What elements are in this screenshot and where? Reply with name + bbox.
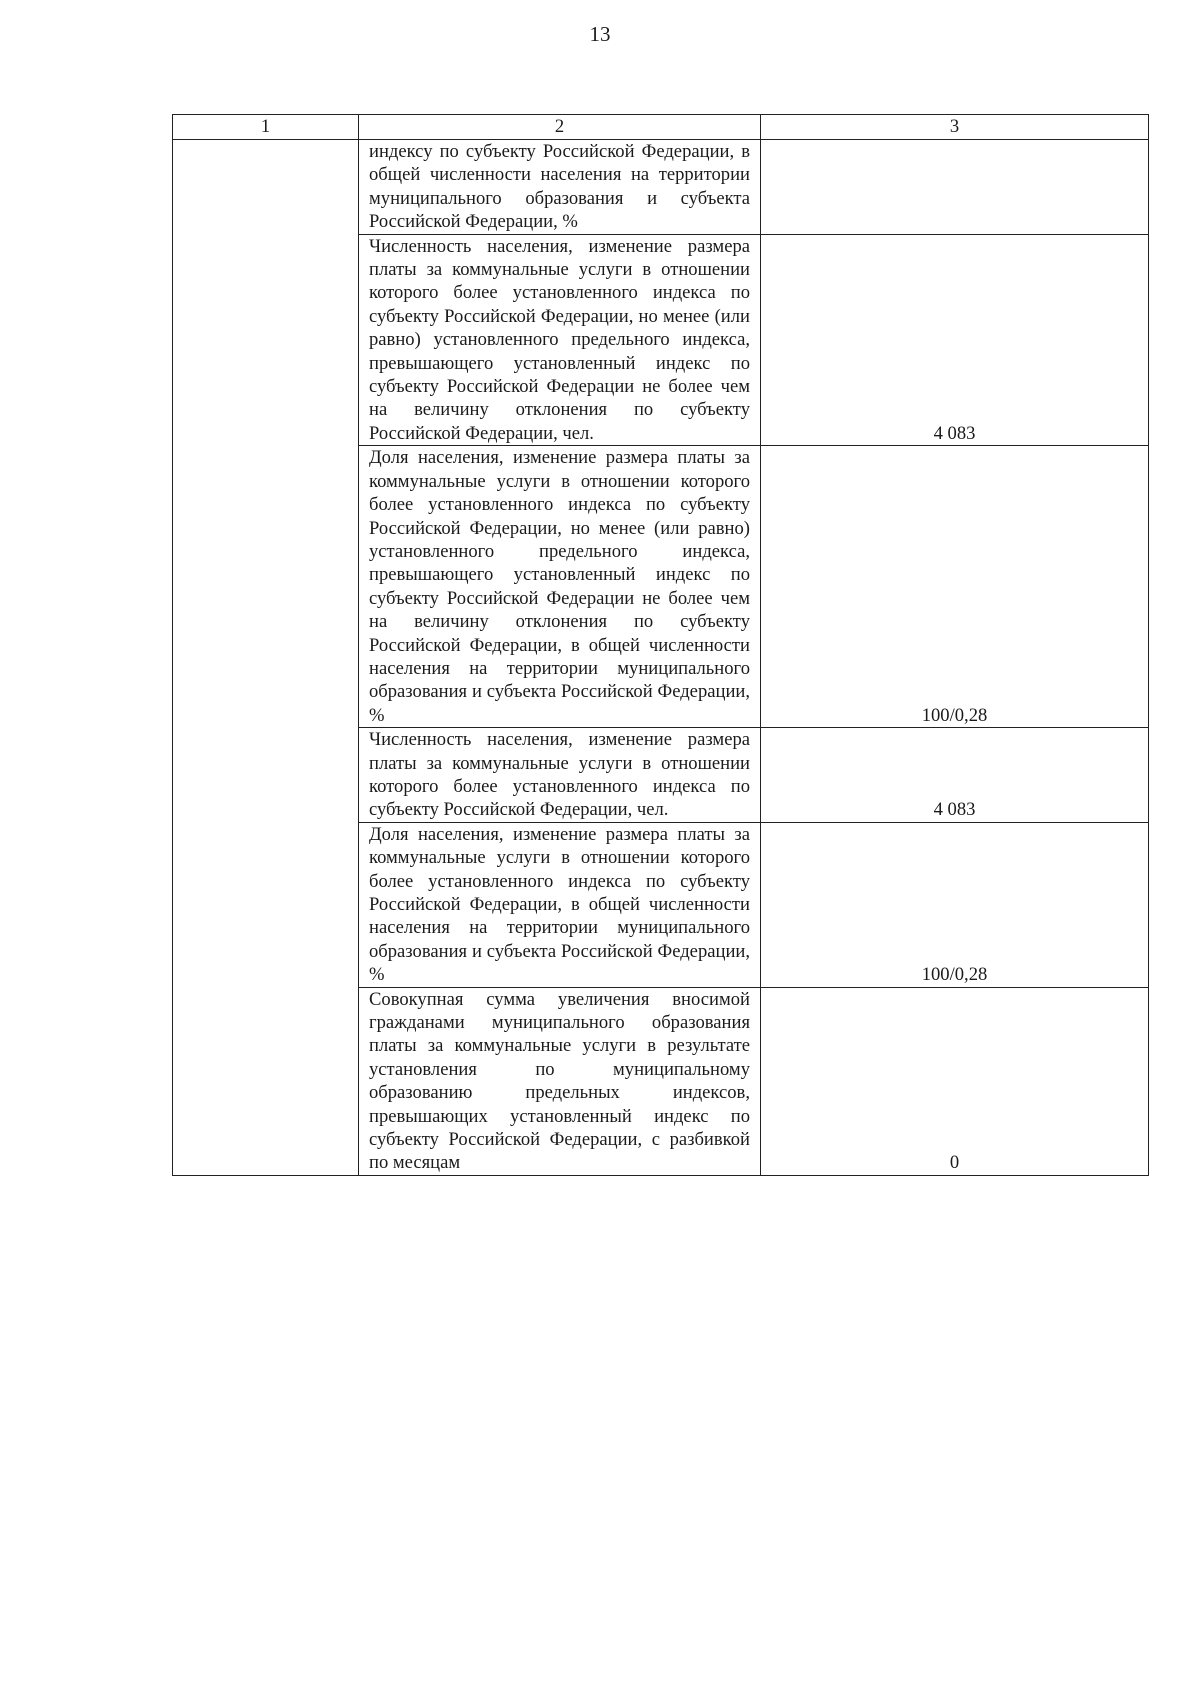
row-value: 4 083 <box>761 728 1149 823</box>
row-description: индексу по субъекту Российской Федерации, в общей численности населения на территории муниципального образования и субъекта Российской Федерации, % <box>359 140 761 235</box>
indicator-table <box>172 114 1149 1176</box>
row-value: 0 <box>761 987 1149 1175</box>
column-header-3: 3 <box>761 115 1149 140</box>
row-description: Численность населения, изменение размера платы за коммунальные услуги в отношении которого более установленного индекса по субъекту Российской Федерации, чел. <box>359 728 761 823</box>
row-description: Численность населения, изменение размера платы за коммунальные услуги в отношении которого более установленного индекса по субъекту Российской Федерации, но менее (или равно) установленного предельного индекса, превышающего установленный индекс по субъекту Российской Федерации не более чем на величину отклонения по субъекту Российской Федерации, чел. <box>359 234 761 446</box>
column-header-1: 1 <box>173 115 359 140</box>
page-number: 13 <box>589 22 611 46</box>
row-description: Доля населения, изменение размера платы за коммунальные услуги в отношении которого более установленного индекса по субъекту Российской Федерации, но менее (или равно) установленного предельного индекса, превышающего установленный индекс по субъекту Российской Федерации не более чем на величину отклонения по субъекту Российской Федерации, в общей численности населения на территории муниципального образования и субъекта Российской Федерации, % <box>359 446 761 728</box>
row-value: 100/0,28 <box>761 446 1149 728</box>
column-header-2: 2 <box>359 115 761 140</box>
row-description: Доля населения, изменение размера платы за коммунальные услуги в отношении которого более установленного индекса по субъекту Российской Федерации, в общей численности населения на территории муниципального образования и субъекта Российской Федерации, % <box>359 822 761 987</box>
row-value: 4 083 <box>761 234 1149 446</box>
table-row <box>173 140 1149 235</box>
table-header-row <box>173 115 1149 140</box>
row-value <box>761 140 1149 235</box>
column-1-cell <box>173 140 359 1176</box>
row-value: 100/0,28 <box>761 822 1149 987</box>
row-description: Совокупная сумма увеличения вносимой гражданами муниципального образования платы за коммунальные услуги в результате установления по муниципальному образованию предельных индексов, превышающих установленный индекс по субъекту Российской Федерации, с разбивкой по месяцам <box>359 987 761 1175</box>
